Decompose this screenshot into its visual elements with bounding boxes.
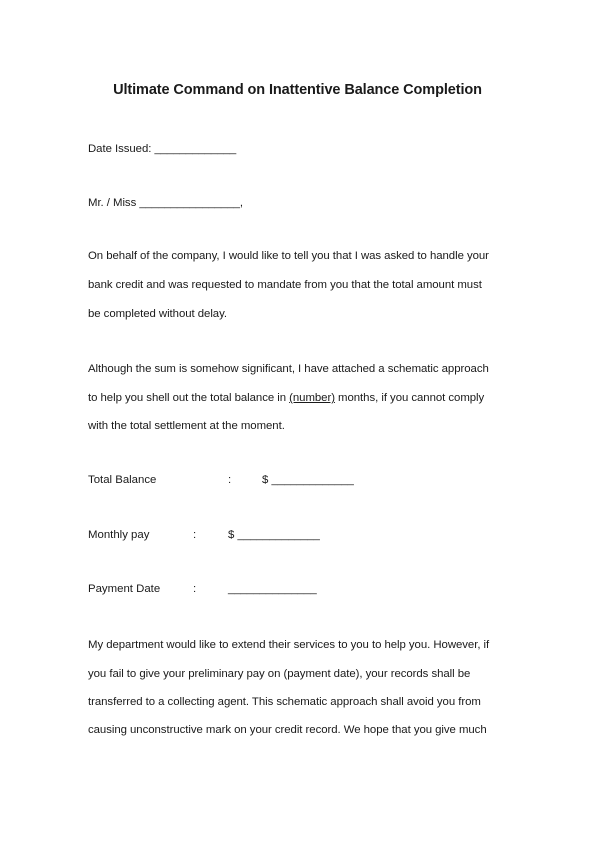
document-title: Ultimate Command on Inattentive Balance Completion: [113, 82, 482, 98]
paragraph-2-line-2: [88, 392, 484, 404]
paragraph-3-line-2: you fail to give your preliminary pay on (payment date), your records shall be: [88, 668, 471, 680]
salutation-line: Mr. / Miss ________________,: [88, 197, 244, 209]
total-balance-label: Total Balance: [88, 474, 157, 486]
paragraph-3-line-4: causing unconstructive mark on your credit record. We hope that you give much: [88, 724, 487, 736]
paragraph-1-line-1: On behalf of the company, I would like to tell you that I was asked to handle your: [88, 250, 489, 262]
number-placeholder: (number): [289, 392, 335, 404]
paragraph-3-line-3: transferred to a collecting agent. This schematic approach shall avoid you from: [88, 696, 481, 708]
paragraph-2-line-1: Although the sum is somehow significant, I have attached a schematic approach: [88, 363, 489, 375]
paragraph-2-line-2-start: to help you shell out the total balance in: [88, 392, 290, 404]
paragraph-2-line-2-end: months, if you cannot comply: [334, 392, 485, 404]
payment-date-colon: :: [193, 583, 197, 595]
paragraph-3-line-1: My department would like to extend their services to you to help you. However, if: [88, 639, 490, 651]
paragraph-2-line-3: with the total settlement at the moment.: [88, 420, 285, 432]
monthly-pay-value: $ _____________: [228, 529, 320, 541]
payment-date-label: Payment Date: [88, 583, 161, 595]
monthly-pay-label: Monthly pay: [88, 529, 150, 541]
paragraph-1-line-2: bank credit and was requested to mandate from you that the total amount must: [88, 279, 482, 291]
date-issued-line: Date Issued: _____________: [88, 143, 237, 155]
payment-date-value: ______________: [228, 583, 317, 595]
total-balance-value: $ _____________: [262, 474, 354, 486]
monthly-pay-colon: :: [193, 529, 197, 541]
total-balance-colon: :: [228, 474, 232, 486]
paragraph-1-line-3: be completed without delay.: [88, 308, 228, 320]
